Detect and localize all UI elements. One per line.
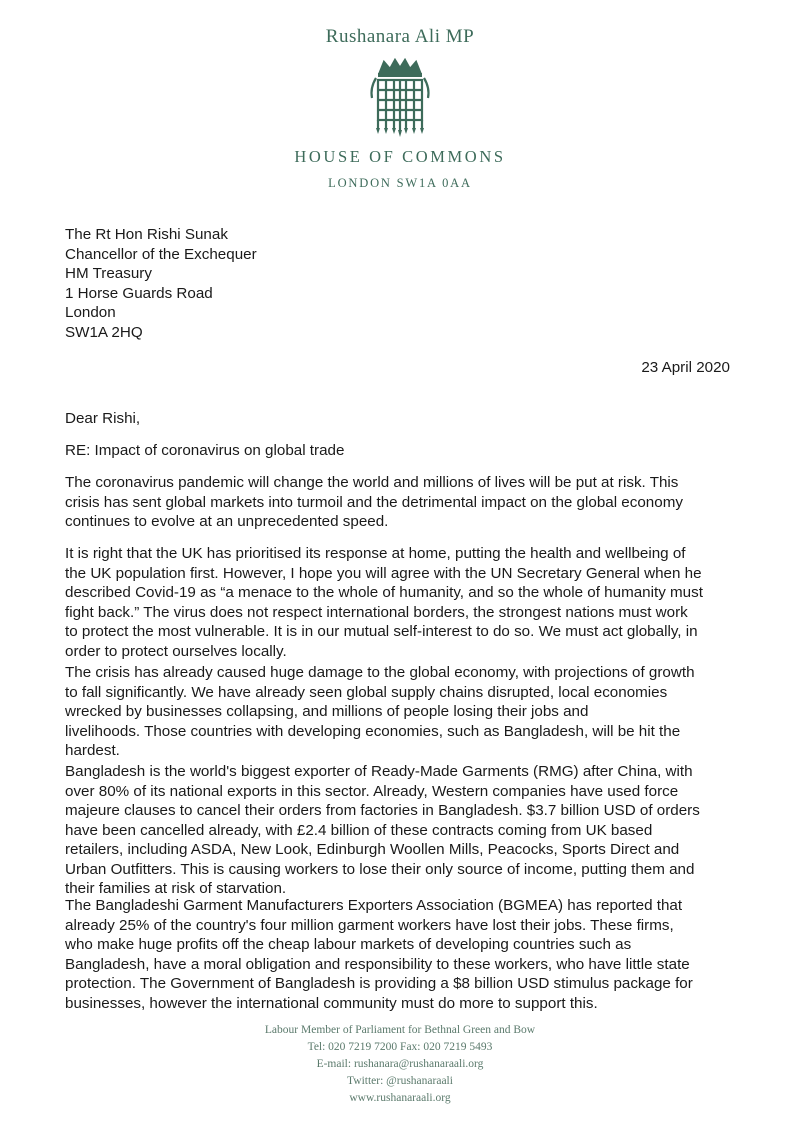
paragraph-line: Urban Outfitters. This is causing workers to lose their only source of income, putting them and bbox=[65, 860, 695, 878]
paragraph-line: the UK population first. However, I hope you will agree with the UN Secretary General when he bbox=[65, 564, 702, 582]
paragraph-line: Bangladesh is the world's biggest exporter of Ready-Made Garments (RMG) after China, with bbox=[65, 763, 693, 780]
recipient-line: The Rt Hon Rishi Sunak bbox=[65, 226, 228, 243]
portcullis-icon bbox=[364, 58, 436, 140]
paragraph-line: described Covid-19 as “a menace to the whole of humanity, and so the whole of humanity must bbox=[65, 584, 703, 601]
paragraph-3 bbox=[65, 663, 743, 761]
recipient-line: SW1A 2HQ bbox=[65, 323, 143, 341]
paragraph-line: order to protect ourselves locally. bbox=[65, 642, 287, 660]
paragraph-line: businesses, however the international community must do more to support this. bbox=[65, 994, 598, 1012]
recipient-line: London bbox=[65, 304, 116, 321]
paragraph-line: It is right that the UK has prioritised its response at home, putting the health and wellbeing of bbox=[65, 545, 686, 562]
paragraph-line: The crisis has already caused huge damage to the global economy, with projections of growth bbox=[65, 664, 695, 681]
paragraph-line: hardest. bbox=[65, 742, 120, 759]
recipient-line: HM Treasury bbox=[65, 265, 152, 282]
paragraph-line: retailers, including ASDA, New Look, Edinburgh Woollen Mills, Peacocks, Sports Direct and bbox=[65, 841, 680, 858]
letter-date: 23 April 2020 bbox=[641, 359, 730, 376]
paragraph-4 bbox=[65, 762, 743, 899]
recipient-address bbox=[65, 225, 565, 342]
paragraph-line: continues to evolve at an unprecedented speed. bbox=[65, 513, 389, 530]
footer-website: www.rushanaraali.org bbox=[349, 1092, 451, 1104]
letter-footer bbox=[0, 1022, 800, 1107]
footer-phone: Tel: 020 7219 7200 Fax: 020 7219 5493 bbox=[307, 1041, 493, 1053]
paragraph-line: to fall significantly. We have already seen global supply chains disrupted, local economies bbox=[65, 683, 668, 701]
recipient-line: 1 Horse Guards Road bbox=[65, 284, 213, 302]
paragraph-line: have been cancelled already, with £2.4 billion of these contracts coming from UK based bbox=[65, 821, 653, 839]
footer-constituency: Labour Member of Parliament for Bethnal Green and Bow bbox=[264, 1024, 536, 1036]
paragraph-line: protection. The Government of Bangladesh is providing a $8 billion USD stimulus package for bbox=[65, 975, 693, 992]
paragraph-line: over 80% of its national exports in this sector. Already, Western companies have used force bbox=[65, 782, 679, 800]
paragraph-line: crisis has sent global markets into turmoil and the detrimental impact on the global economy bbox=[65, 493, 683, 511]
paragraph-line: who make huge profits off the cheap labour markets of developing countries such as bbox=[65, 936, 632, 953]
paragraph-line: to protect the most vulnerable. It is in our mutual self-interest to do so. We must act globally, in bbox=[65, 623, 698, 640]
paragraph-line: their families at risk of starvation. bbox=[65, 880, 287, 897]
paragraph-5 bbox=[65, 896, 743, 1013]
paragraph-line: already 25% of the country's four million garment workers have lost their jobs. These firms, bbox=[65, 916, 674, 934]
paragraph-line: livelihoods. Those countries with developing economies, such as Bangladesh, will be hit the bbox=[65, 722, 681, 740]
salutation: Dear Rishi, bbox=[65, 410, 141, 427]
mp-name: Rushanara Ali MP bbox=[325, 26, 475, 47]
letterhead-address: LONDON SW1A 0AA bbox=[328, 176, 472, 190]
paragraph-line: Bangladesh, have a moral obligation and responsibility to these workers, who have little state bbox=[65, 955, 690, 973]
paragraph-1 bbox=[65, 473, 743, 532]
paragraph-line: The coronavirus pandemic will change the world and millions of lives will be put at risk. This bbox=[65, 474, 679, 491]
paragraph-2 bbox=[65, 544, 743, 661]
recipient-line: Chancellor of the Exchequer bbox=[65, 245, 257, 263]
paragraph-line: majeure clauses to cancel their orders from factories in Bangladesh. $3.7 billion USD of orders bbox=[65, 802, 700, 819]
paragraph-line: wrecked by businesses collapsing, and millions of people losing their jobs and bbox=[65, 703, 589, 720]
footer-twitter: Twitter: @rushanaraali bbox=[347, 1075, 453, 1087]
paragraph-line: fight back.” The virus does not respect international borders, the strongest nations must work bbox=[65, 603, 688, 621]
footer-email: E-mail: rushanara@rushanaraali.org bbox=[316, 1058, 484, 1070]
paragraph-line: The Bangladeshi Garment Manufacturers Exporters Association (BGMEA) has reported that bbox=[65, 897, 683, 914]
house-of-commons-heading: HOUSE OF COMMONS bbox=[294, 147, 506, 166]
subject-line: RE: Impact of coronavirus on global trade bbox=[65, 442, 345, 459]
